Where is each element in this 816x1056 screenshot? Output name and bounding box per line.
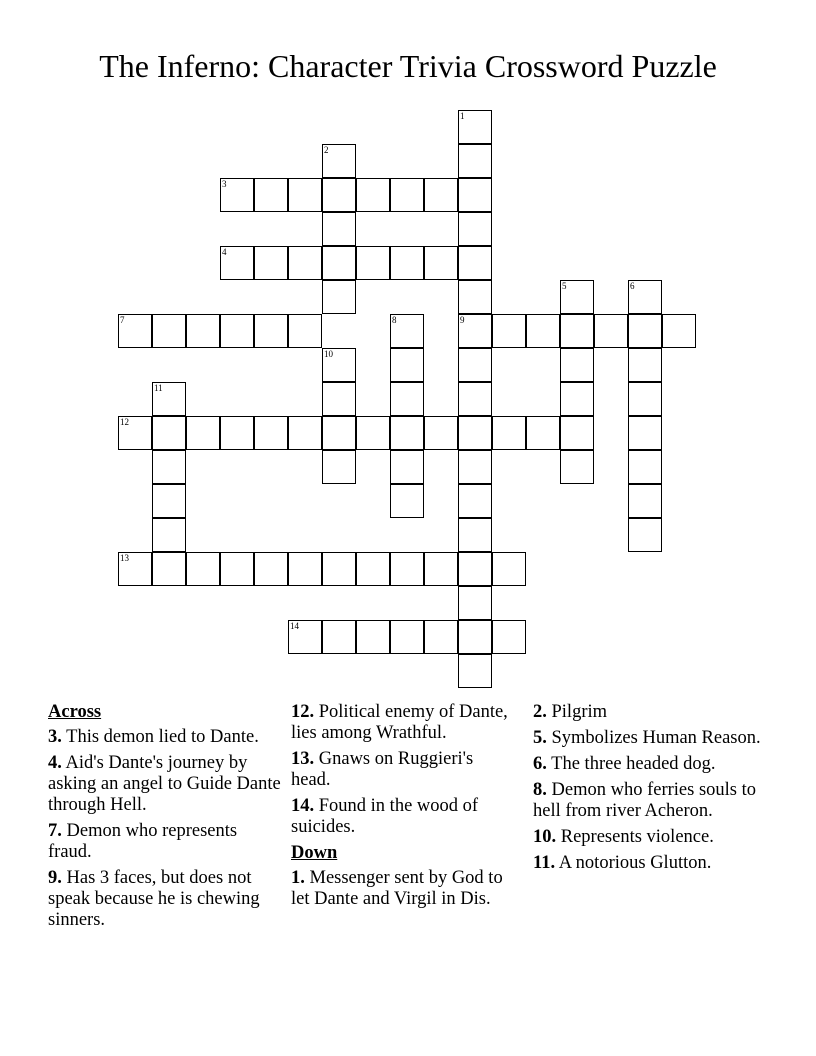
crossword-cell[interactable]	[458, 620, 492, 654]
crossword-cell[interactable]	[322, 450, 356, 484]
crossword-cell[interactable]	[458, 178, 492, 212]
crossword-cell[interactable]	[424, 178, 458, 212]
cell-number: 14	[290, 621, 299, 631]
crossword-cell[interactable]	[390, 314, 424, 348]
crossword-cell[interactable]	[560, 348, 594, 382]
crossword-cell[interactable]	[322, 246, 356, 280]
crossword-cell[interactable]	[560, 280, 594, 314]
clue-across-12: 12. Political enemy of Dante, lies among Wrathful.	[291, 702, 508, 743]
crossword-cell[interactable]	[322, 416, 356, 450]
crossword-cell[interactable]	[186, 314, 220, 348]
crossword-cell[interactable]	[322, 620, 356, 654]
crossword-cell[interactable]	[458, 450, 492, 484]
crossword-cell[interactable]	[560, 382, 594, 416]
crossword-cell[interactable]	[220, 246, 254, 280]
crossword-cell[interactable]	[560, 314, 594, 348]
crossword-cell[interactable]	[628, 280, 662, 314]
clue-down-1: 1. Messenger sent by God to let Dante and Virgil in Dis.	[291, 868, 503, 909]
crossword-cell[interactable]	[356, 552, 390, 586]
crossword-cell[interactable]	[322, 382, 356, 416]
crossword-cell[interactable]	[220, 314, 254, 348]
crossword-cell[interactable]	[458, 586, 492, 620]
crossword-cell[interactable]	[322, 348, 356, 382]
crossword-cell[interactable]	[390, 620, 424, 654]
crossword-cell[interactable]	[628, 348, 662, 382]
crossword-cell[interactable]	[390, 382, 424, 416]
crossword-cell[interactable]	[322, 178, 356, 212]
clue-down-10: 10. Represents violence.	[533, 827, 714, 847]
crossword-cell[interactable]	[288, 416, 322, 450]
clue-down-8: 8. Demon who ferries souls to hell from river Acheron.	[533, 780, 756, 821]
down-heading: Down	[291, 843, 338, 863]
crossword-cell[interactable]	[322, 144, 356, 178]
clue-across-9: 9. Has 3 faces, but does not speak because he is chewing sinners.	[48, 868, 260, 930]
crossword-cell[interactable]	[152, 416, 186, 450]
clue-across-13: 13. Gnaws on Ruggieri's head.	[291, 749, 474, 790]
crossword-cell[interactable]	[526, 416, 560, 450]
crossword-cell[interactable]	[390, 348, 424, 382]
crossword-cell[interactable]	[220, 552, 254, 586]
crossword-cell[interactable]	[118, 552, 152, 586]
clue-down-6: 6. The three headed dog.	[533, 754, 716, 774]
cell-number: 6	[630, 281, 635, 291]
cell-number: 11	[154, 383, 163, 393]
crossword-cell[interactable]	[288, 620, 322, 654]
crossword-cell[interactable]	[254, 246, 288, 280]
crossword-cell[interactable]	[288, 314, 322, 348]
crossword-cell[interactable]	[186, 416, 220, 450]
crossword-cell[interactable]	[424, 246, 458, 280]
clue-column-3	[533, 702, 773, 879]
across-heading: Across	[48, 702, 102, 722]
crossword-cell[interactable]	[152, 314, 186, 348]
crossword-cell[interactable]	[118, 416, 152, 450]
crossword-cell[interactable]	[390, 178, 424, 212]
crossword-cell[interactable]	[458, 348, 492, 382]
crossword-cell[interactable]	[458, 484, 492, 518]
puzzle-title: The Inferno: Character Trivia Crossword Puzzle	[99, 48, 717, 84]
cell-number: 3	[222, 179, 227, 189]
crossword-cell[interactable]	[526, 314, 560, 348]
crossword-cell[interactable]	[628, 484, 662, 518]
cell-number: 10	[324, 349, 333, 359]
clue-across-3: 3. This demon lied to Dante.	[48, 727, 259, 747]
crossword-cell[interactable]	[458, 246, 492, 280]
crossword-cell[interactable]	[390, 246, 424, 280]
crossword-cell[interactable]	[628, 518, 662, 552]
clue-down-5: 5. Symbolizes Human Reason.	[533, 728, 761, 748]
crossword-cell[interactable]	[424, 416, 458, 450]
crossword-cell[interactable]	[322, 212, 356, 246]
cell-number: 1	[460, 111, 465, 121]
crossword-cell[interactable]	[254, 314, 288, 348]
cell-number: 4	[222, 247, 227, 257]
crossword-cell[interactable]	[458, 552, 492, 586]
cell-number: 12	[120, 417, 129, 427]
crossword-cell[interactable]	[356, 178, 390, 212]
crossword-cell[interactable]	[560, 450, 594, 484]
cell-number: 9	[460, 315, 465, 325]
crossword-cell[interactable]	[390, 484, 424, 518]
crossword-cell[interactable]	[458, 212, 492, 246]
crossword-cell[interactable]	[492, 416, 526, 450]
crossword-cell[interactable]	[424, 552, 458, 586]
cell-number: 2	[324, 145, 329, 155]
clue-column-2	[291, 702, 516, 915]
clue-across-7: 7. Demon who represents fraud.	[48, 821, 238, 862]
clue-across-14: 14. Found in the wood of suicides.	[291, 796, 479, 837]
crossword-cell[interactable]	[152, 484, 186, 518]
cell-number: 5	[562, 281, 567, 291]
crossword-cell[interactable]	[628, 382, 662, 416]
crossword-cell[interactable]	[594, 314, 628, 348]
crossword-cell[interactable]	[628, 450, 662, 484]
crossword-cell[interactable]	[322, 552, 356, 586]
crossword-cell[interactable]	[458, 144, 492, 178]
crossword-cell[interactable]	[322, 280, 356, 314]
crossword-cell[interactable]	[458, 416, 492, 450]
crossword-cell[interactable]	[458, 654, 492, 688]
crossword-cell[interactable]	[424, 620, 458, 654]
crossword-cell[interactable]	[458, 110, 492, 144]
crossword-cell[interactable]	[390, 450, 424, 484]
crossword-cell[interactable]	[390, 552, 424, 586]
crossword-cell[interactable]	[492, 620, 526, 654]
crossword-cell[interactable]	[152, 552, 186, 586]
crossword-cell[interactable]	[560, 416, 594, 450]
crossword-cell[interactable]	[356, 246, 390, 280]
crossword-cell[interactable]	[186, 552, 220, 586]
crossword-cell[interactable]	[356, 620, 390, 654]
crossword-cell[interactable]	[458, 382, 492, 416]
cell-number: 13	[120, 553, 129, 563]
crossword-cell[interactable]	[254, 178, 288, 212]
crossword-cell[interactable]	[628, 416, 662, 450]
crossword-cell[interactable]	[152, 450, 186, 484]
crossword-cell[interactable]	[356, 416, 390, 450]
crossword-cell[interactable]	[492, 552, 526, 586]
crossword-cell[interactable]	[288, 246, 322, 280]
crossword-cell[interactable]	[288, 178, 322, 212]
clue-column-1	[48, 702, 283, 936]
crossword-cell[interactable]	[254, 552, 288, 586]
clue-down-2: 2. Pilgrim	[533, 702, 608, 722]
crossword-cell[interactable]	[220, 416, 254, 450]
cell-number: 8	[392, 315, 397, 325]
crossword-cell[interactable]	[118, 314, 152, 348]
crossword-cell[interactable]	[458, 518, 492, 552]
crossword-cell[interactable]	[628, 314, 662, 348]
crossword-cell[interactable]	[662, 314, 696, 348]
clue-across-4: 4. Aid's Dante's journey by asking an angel to Guide Dante through Hell.	[48, 753, 281, 815]
crossword-cell[interactable]	[458, 280, 492, 314]
cell-number: 7	[120, 315, 125, 325]
crossword-cell[interactable]	[254, 416, 288, 450]
clue-down-11: 11. A notorious Glutton.	[533, 853, 712, 873]
crossword-cell[interactable]	[152, 518, 186, 552]
crossword-cell[interactable]	[492, 314, 526, 348]
crossword-cell[interactable]	[458, 314, 492, 348]
crossword-cell[interactable]	[152, 382, 186, 416]
crossword-cell[interactable]	[288, 552, 322, 586]
crossword-cell[interactable]	[390, 416, 424, 450]
crossword-cell[interactable]	[220, 178, 254, 212]
